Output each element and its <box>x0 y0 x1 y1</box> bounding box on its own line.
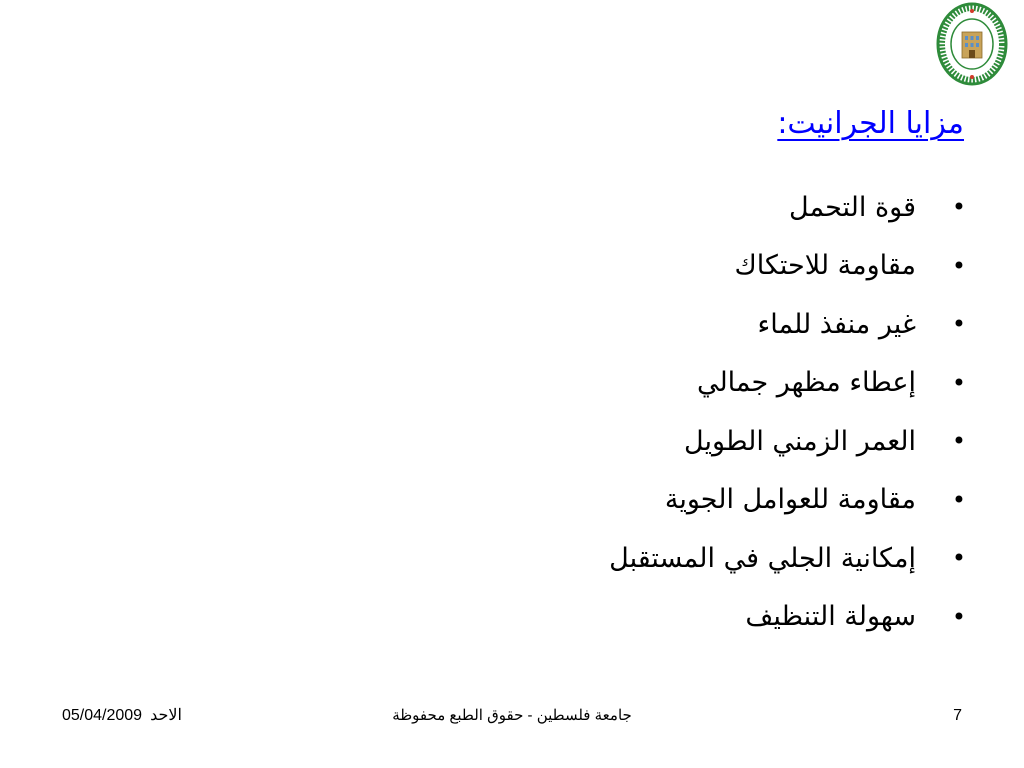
bullet-icon: • <box>951 602 966 631</box>
bullet-text: إمكانية الجلي في المستقبل <box>609 542 916 574</box>
list-item <box>609 588 966 647</box>
bullet-icon: • <box>951 368 966 397</box>
footer-date-value: 05/04/2009 <box>62 707 143 724</box>
bullet-icon: • <box>951 427 966 456</box>
bullet-text: مقاومة للعوامل الجوية <box>664 484 916 516</box>
list-item <box>609 412 966 471</box>
footer-day: الاحد <box>150 707 182 724</box>
bullet-icon: • <box>951 193 966 222</box>
bullet-icon: • <box>951 544 966 573</box>
list-item <box>609 354 966 413</box>
bullet-text: مقاومة للاحتكاك <box>734 250 916 282</box>
bullet-icon: • <box>951 310 966 339</box>
bullet-text: غير منفذ للماء <box>757 308 916 340</box>
seal-icon <box>936 2 1008 86</box>
list-item <box>609 295 966 354</box>
footer-copyright: جامعة فلسطين - حقوق الطبع محفوظة <box>392 707 632 724</box>
bullet-icon: • <box>951 485 966 514</box>
university-seal-logo <box>936 2 1008 86</box>
bullet-text: سهولة التنظيف <box>745 601 916 633</box>
list-item <box>609 471 966 530</box>
slide-number: 7 <box>953 707 962 724</box>
bullet-text: العمر الزمني الطويل <box>684 425 916 457</box>
list-item <box>609 529 966 588</box>
list-item <box>609 178 966 237</box>
bullet-text: إعطاء مظهر جمالي <box>696 367 916 399</box>
bullet-list <box>609 178 966 646</box>
bullet-text: قوة التحمل <box>789 191 916 223</box>
list-item <box>609 237 966 296</box>
bullet-icon: • <box>951 251 966 280</box>
slide-title: مزايا الجرانيت: <box>777 106 964 141</box>
